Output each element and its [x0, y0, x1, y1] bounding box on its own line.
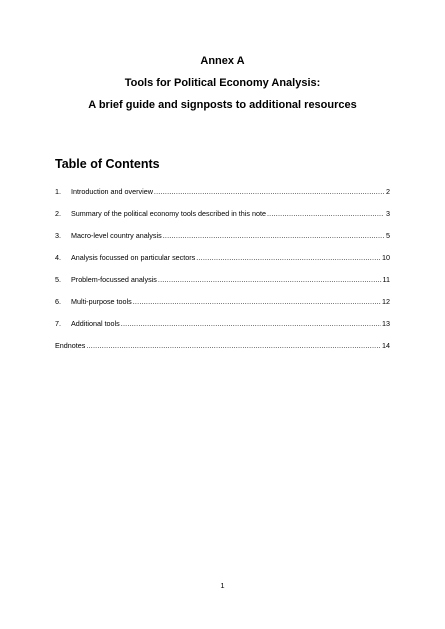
toc-entry-multi-purpose[interactable] — [55, 297, 390, 319]
toc-entry-macro-level[interactable] — [55, 231, 390, 253]
toc-entry-link[interactable]: Macro-level country analysis — [71, 231, 162, 240]
annex-label: Annex A — [200, 55, 245, 67]
toc-entry-page: 2 — [386, 187, 390, 196]
toc-dot-leader — [267, 209, 384, 219]
toc-entry-summary[interactable] — [55, 209, 390, 231]
toc-entry-number: 7. — [55, 319, 61, 328]
toc-entry-link[interactable]: Problem-focussed analysis — [71, 275, 157, 284]
toc-entry-page: 3 — [386, 209, 390, 218]
toc-dot-leader — [196, 253, 381, 263]
toc-entry-endnotes[interactable] — [55, 341, 390, 363]
toc-entry-page: 13 — [382, 319, 390, 328]
toc-entry-page: 11 — [382, 275, 390, 284]
document-subtitle: A brief guide and signposts to additional resources — [88, 99, 357, 111]
toc-entry-link[interactable]: Summary of the political economy tools described in this note — [71, 209, 266, 218]
document-title: Tools for Political Economy Analysis: — [124, 77, 321, 89]
toc-entry-number: 4. — [55, 253, 61, 262]
toc-entry-page: 14 — [382, 341, 390, 350]
toc-entry-sectors[interactable] — [55, 253, 390, 275]
toc-entry-page: 5 — [386, 231, 390, 240]
toc-entry-link[interactable]: Multi-purpose tools — [71, 297, 132, 306]
toc-entry-additional-tools[interactable] — [55, 319, 390, 341]
toc-dot-leader — [158, 275, 382, 285]
toc-entry-link[interactable]: Additional tools — [71, 319, 120, 328]
toc-entry-page: 12 — [382, 297, 390, 306]
toc-entry-number: 6. — [55, 297, 61, 306]
toc-entry-number: 5. — [55, 275, 61, 284]
toc-entry-number: 3. — [55, 231, 61, 240]
toc-heading: Table of Contents — [55, 157, 160, 171]
toc-dot-leader — [133, 297, 381, 307]
toc-dot-leader — [154, 187, 384, 197]
page-number: 1 — [220, 581, 225, 590]
toc-entry-number: 2. — [55, 209, 61, 218]
toc-entry-link[interactable]: Analysis focussed on particular sectors — [71, 253, 196, 262]
toc-dot-leader — [121, 319, 381, 329]
toc-entry-introduction[interactable] — [55, 187, 390, 209]
toc-entry-number: 1. — [55, 187, 61, 196]
table-of-contents — [55, 187, 390, 363]
toc-entry-link[interactable]: Endnotes — [55, 341, 86, 350]
toc-dot-leader — [86, 341, 381, 351]
toc-entry-link[interactable]: Introduction and overview — [71, 187, 153, 196]
toc-dot-leader — [163, 231, 384, 241]
toc-entry-page: 10 — [382, 253, 390, 262]
toc-entry-problem-focussed[interactable] — [55, 275, 390, 297]
